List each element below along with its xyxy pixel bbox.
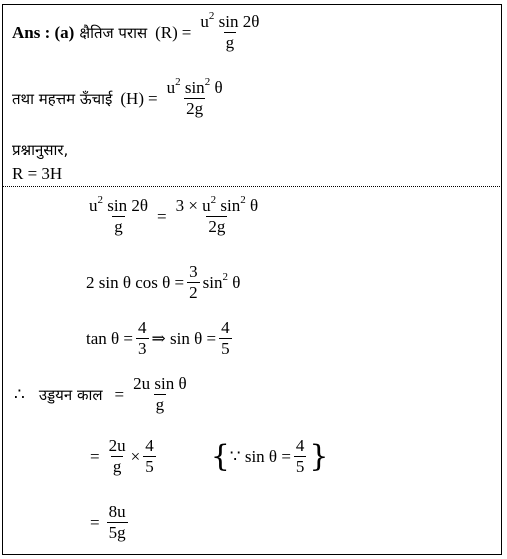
- step-3-fraction-2: $\frac{4}{5}$: [221, 318, 230, 358]
- range-fraction: [198, 12, 261, 53]
- step-4: [14, 374, 192, 415]
- step-6-fraction: $\frac{8u}{5g}$: [108, 502, 126, 542]
- step-5-fraction-2: $\frac{4}{5}$: [145, 436, 154, 476]
- height-fraction: [165, 78, 225, 119]
- range-symbol: (R): [155, 22, 178, 42]
- step-5: [86, 436, 329, 477]
- step-6: [86, 502, 131, 543]
- height-numerator: $u^2$ $\sin^2 \theta$: [166, 76, 223, 97]
- step-1-right-fraction: $\frac{3 \times u^2 \sin^2 \theta}{2g}$: [175, 194, 259, 236]
- range-label: क्षैतिज परास: [79, 23, 148, 42]
- equals-sign: =: [156, 206, 167, 226]
- step-3: [86, 318, 235, 359]
- according-label: प्रश्नानुसार,: [12, 141, 69, 159]
- height-label: तथा महत्तम ऊँचाई: [12, 89, 113, 108]
- because-fraction: $\frac{4}{5}$: [295, 436, 305, 476]
- times-sign: ×: [130, 446, 141, 466]
- answer-label: Ans : (a): [12, 22, 75, 42]
- therefore-symbol: ∴: [14, 384, 25, 404]
- step-3-mid: ⇒ sin θ =: [151, 328, 217, 348]
- step-2-left: 2 sin θ cos θ =: [86, 272, 185, 292]
- because-open-brace: {: [210, 438, 230, 474]
- range-numerator: $u^2$ sin 2θ: [200, 10, 260, 31]
- step-4-fraction: $\frac{\text{2u sin θ}}{g}$: [133, 374, 187, 414]
- equals-sign: =: [114, 384, 125, 404]
- because-text: ∵ sin θ =: [229, 446, 291, 466]
- equals-sign: =: [148, 88, 158, 108]
- step-1: [84, 196, 263, 237]
- equals-sign: =: [90, 446, 100, 466]
- equals-sign: =: [90, 512, 100, 532]
- height-symbol: (H): [120, 88, 144, 108]
- step-1-left-fraction: $\frac{u^2 \sin 2\theta}{g}$: [89, 194, 148, 236]
- step-2-fraction: $\frac{3}{2}$: [189, 262, 198, 302]
- because-close-brace: }: [309, 438, 329, 474]
- step-3-fraction-1: $\frac{4}{3}$: [138, 318, 147, 358]
- step-3-left: tan θ =: [86, 328, 133, 348]
- equals-sign: =: [181, 22, 192, 42]
- dotted-separator: [3, 186, 502, 187]
- height-denominator: 2g: [186, 99, 204, 118]
- range-denominator: g: [225, 33, 235, 52]
- condition-text: R = 3H: [12, 164, 63, 183]
- step-5-fraction-1: $\frac{2u}{g}$: [108, 436, 126, 476]
- range-formula-row: [12, 12, 264, 53]
- step-2: [86, 262, 240, 303]
- step-2-right: $\sin^2 \theta$: [202, 270, 241, 292]
- flight-label: उड्डयन काल: [38, 385, 103, 404]
- height-formula-row: [12, 78, 228, 119]
